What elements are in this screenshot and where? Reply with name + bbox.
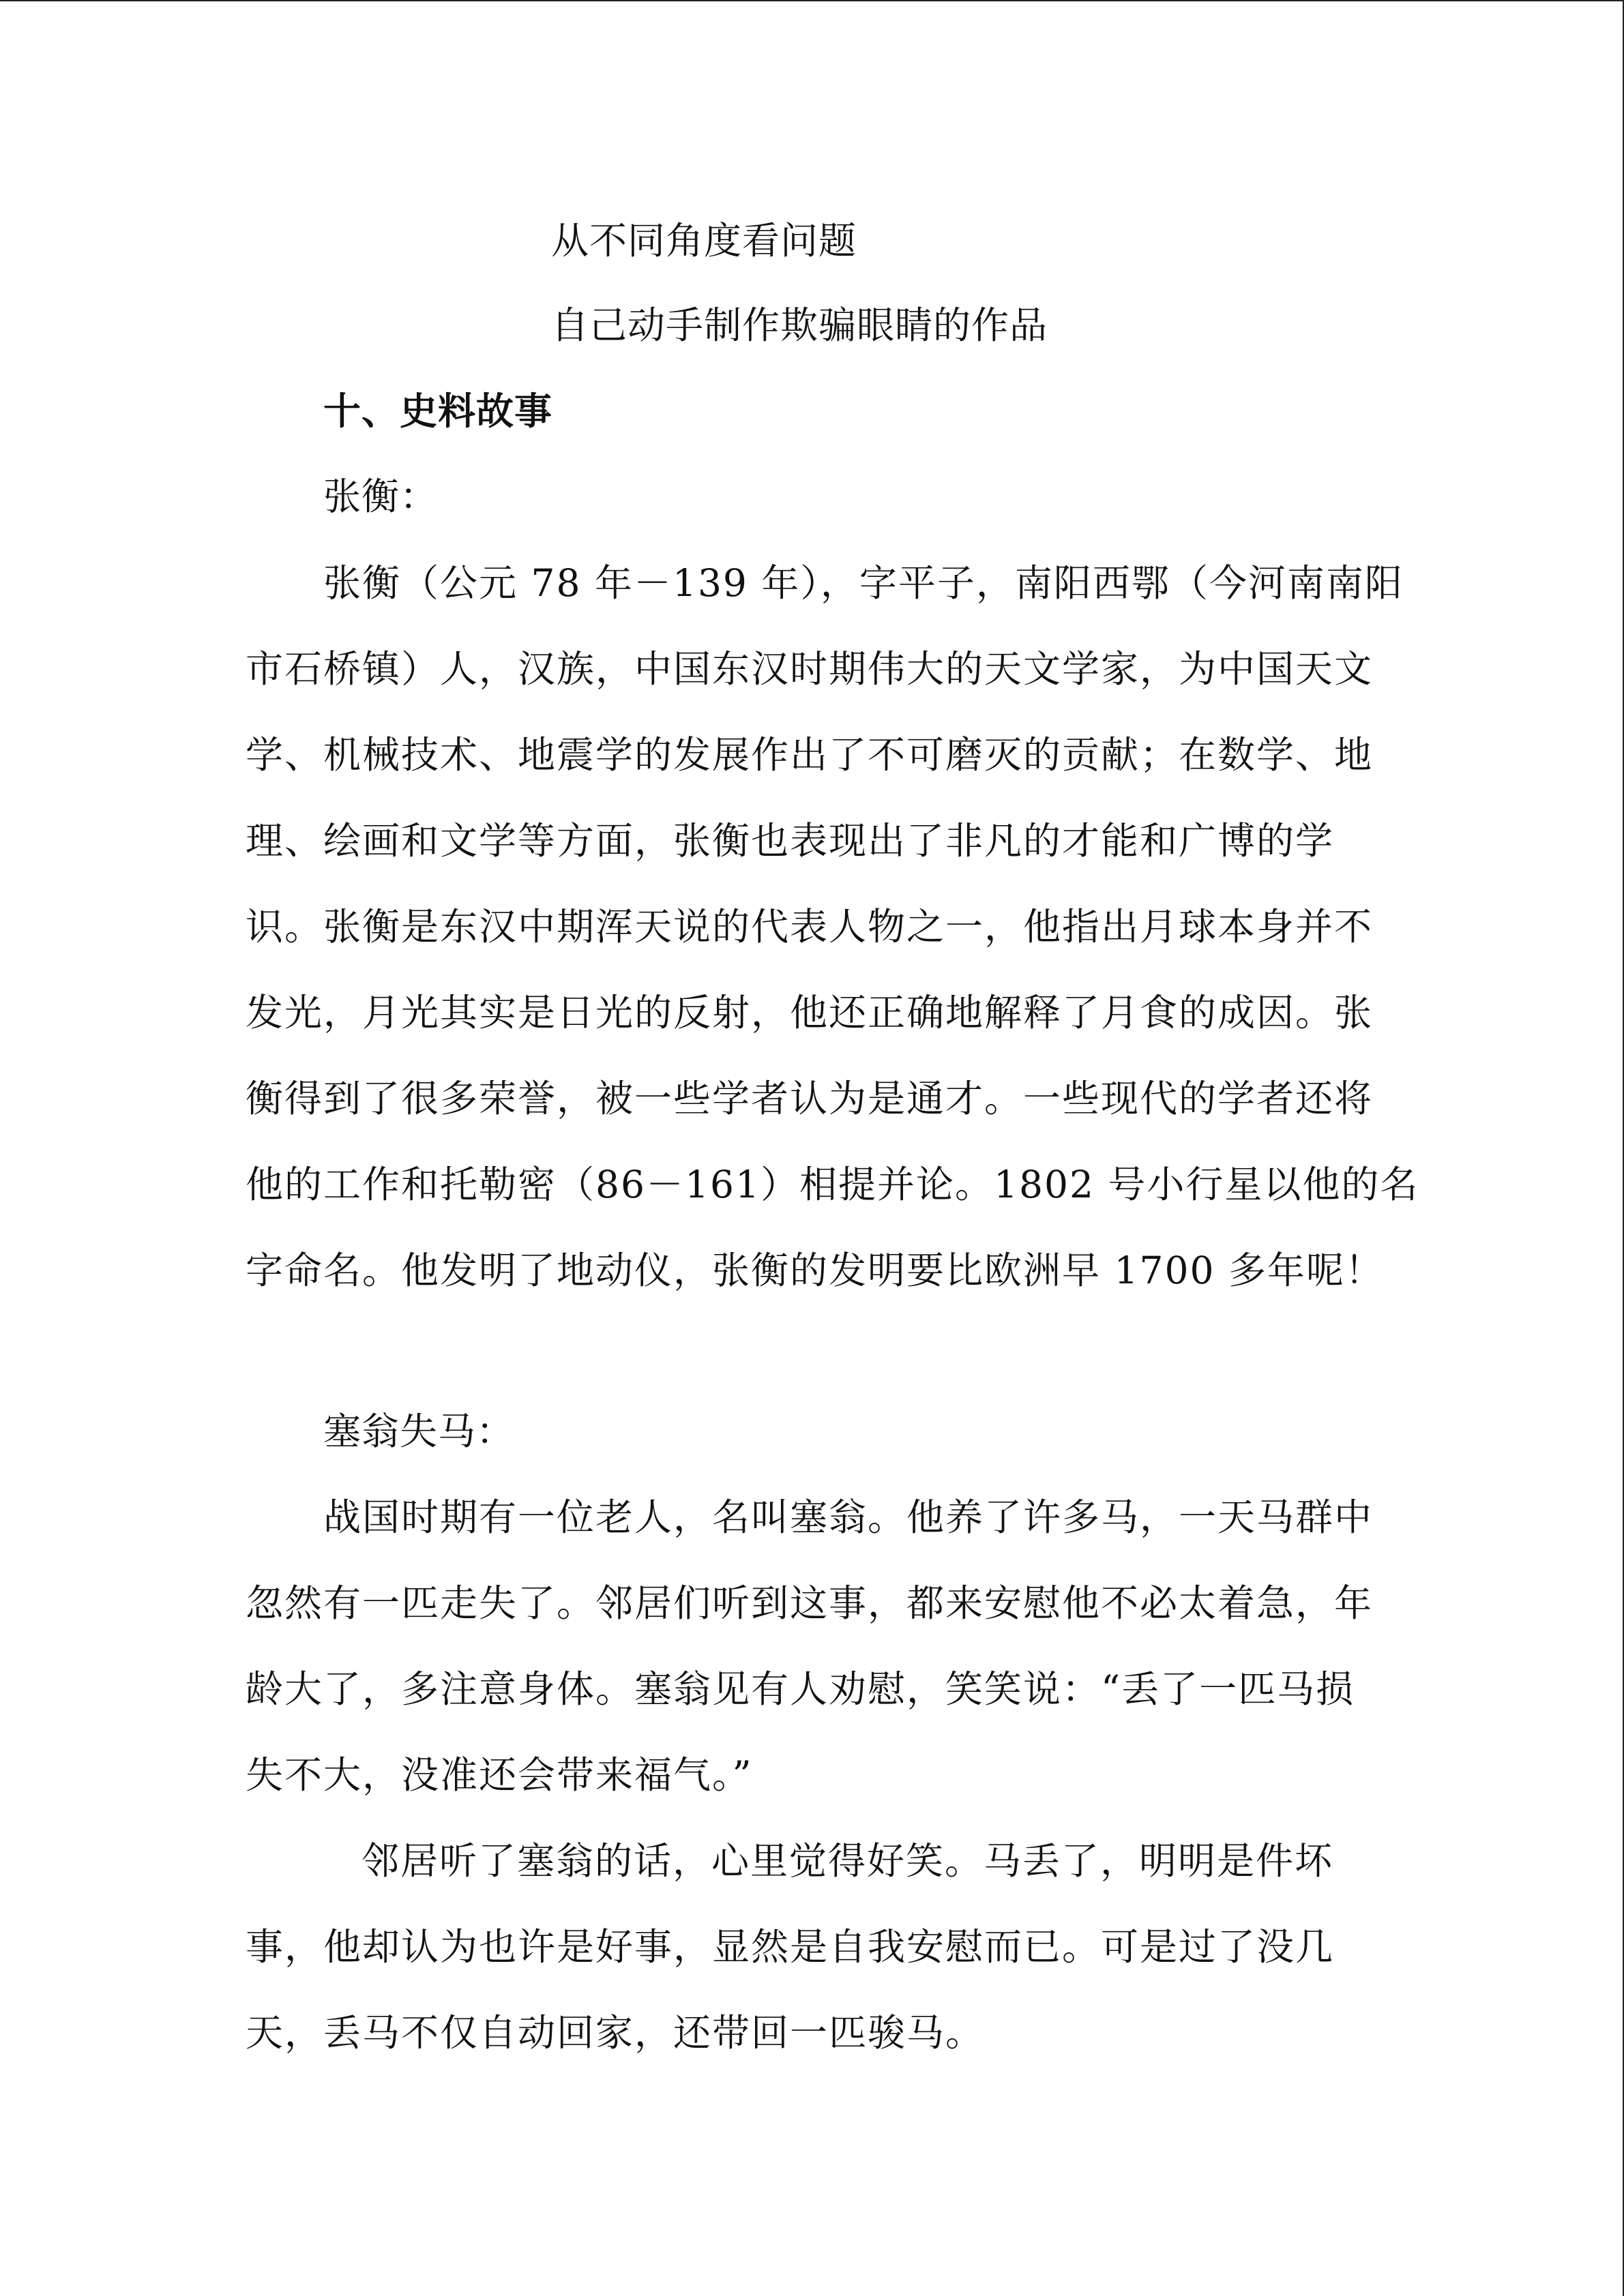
header-line-1: 从不同角度看问题 [551,219,857,263]
paragraph-line: 天，丢马不仅自动回家，还带回一匹骏马。 [246,2011,985,2055]
paragraph-line: 理、绘画和文学等方面，张衡也表现出了非凡的才能和广博的学 [246,819,1335,863]
paragraph-line: 张衡（公元 78 年－139 年），字平子，南阳西鄂（今河南南阳 [323,561,1404,605]
paragraph-line: 龄大了，多注意身体。塞翁见有人劝慰，笑笑说：“丢了一匹马损 [246,1667,1355,1711]
paragraph-line: 失不大，没准还会带来福气。” [246,1753,753,1797]
paragraph-line: 识。张衡是东汉中期浑天说的代表人物之一，他指出月球本身并不 [246,905,1374,949]
paragraph-line: 他的工作和托勒密（86－161）相提并论。1802 号小行星以他的名 [246,1163,1419,1206]
saiweng-paragraph-2 [246,1818,1357,2076]
section-heading: 十、史料故事 [323,389,553,433]
zhangheng-paragraph [246,540,1419,1313]
paragraph-line: 战国时期有一位老人，名叫塞翁。他养了许多马，一天马群中 [323,1495,1374,1539]
paragraph-line: 事，他却认为也许是好事，显然是自我安慰而已。可是过了没几 [246,1925,1335,1969]
paragraph-line: 邻居听了塞翁的话，心里觉得好笑。马丢了，明明是件坏 [361,1839,1334,1883]
paragraph-line: 发光，月光其实是日光的反射，他还正确地解释了月食的成因。张 [246,991,1374,1034]
paragraph-line: 衡得到了很多荣誉，被一些学者认为是通才。一些现代的学者还将 [246,1077,1374,1120]
saiweng-title: 塞翁失马： [323,1410,515,1453]
paragraph-line: 市石桥镇）人，汉族，中国东汉时期伟大的天文学家，为中国天文 [246,647,1374,691]
paragraph-line: 字命名。他发明了地动仪，张衡的发明要比欧洲早 1700 多年呢！ [246,1249,1384,1292]
saiweng-paragraph-1 [246,1474,1374,1818]
paragraph-line: 忽然有一匹走失了。邻居们听到这事，都来安慰他不必太着急，年 [246,1581,1374,1625]
zhangheng-title: 张衡： [323,475,439,518]
header-line-2: 自己动手制作欺骗眼睛的作品 [551,303,1048,347]
paragraph-line: 学、机械技术、地震学的发展作出了不可磨灭的贡献；在数学、地 [246,733,1374,777]
